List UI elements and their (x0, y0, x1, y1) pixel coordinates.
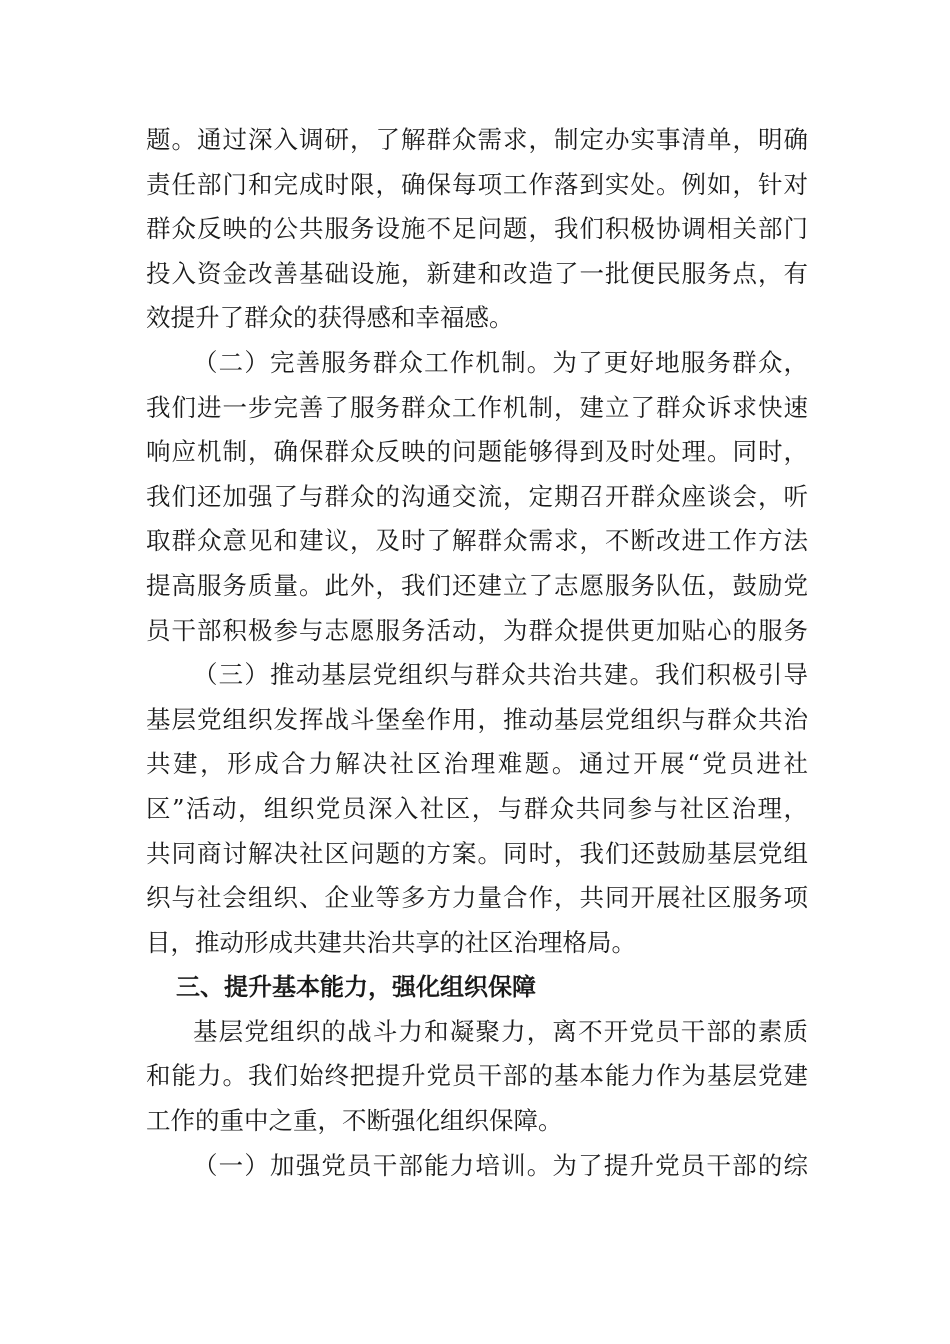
body-text-line: 织与社会组织、企业等多方力量合作，共同开展社区服务项 (146, 883, 808, 913)
body-text-line: 提高服务质量。此外，我们还建立了志愿服务队伍，鼓励党 (146, 570, 808, 600)
body-text-line: 取群众意见和建议，及时了解群众需求，不断改进工作方法 (146, 526, 808, 556)
body-text-line: 目，推动形成共建共治共享的社区治理格局。 (146, 927, 636, 957)
paragraph-first-line: （一）加强党员干部能力培训。为了提升党员干部的综 (193, 1150, 808, 1180)
body-text-line: 群众反映的公共服务设施不足问题，我们积极协调相关部门 (146, 214, 808, 244)
paragraph-first-line: 基层党组织的战斗力和凝聚力，离不开党员干部的素质 (193, 1016, 808, 1046)
body-text-line: 责任部门和完成时限，确保每项工作落到实处。例如，针对 (146, 169, 808, 199)
body-text-line: 共同商讨解决社区问题的方案。同时，我们还鼓励基层党组 (146, 838, 808, 868)
body-text-line: 投入资金改善基础设施，新建和改造了一批便民服务点，有 (146, 258, 808, 288)
paragraph-first-line: （二）完善服务群众工作机制。为了更好地服务群众， (193, 347, 808, 377)
body-text-line: 工作的重中之重，不断强化组织保障。 (146, 1106, 563, 1136)
body-text-line: 共建，形成合力解决社区治理难题。通过开展“党员进社 (146, 749, 808, 779)
body-text-line: 我们进一步完善了服务群众工作机制，建立了群众诉求快速 (146, 392, 808, 422)
body-text-line: 区”活动，组织党员深入社区，与群众共同参与社区治理， (146, 793, 808, 823)
section-heading: 三、提升基本能力，强化组织保障 (176, 973, 536, 1002)
paragraph-first-line: （三）推动基层党组织与群众共治共建。我们积极引导 (193, 660, 808, 690)
document-page (146, 118, 808, 1188)
body-text-line: 和能力。我们始终把提升党员干部的基本能力作为基层党建 (146, 1061, 808, 1091)
body-text-line: 题。通过深入调研，了解群众需求，制定办实事清单，明确 (146, 125, 808, 154)
body-text-line: 响应机制，确保群众反映的问题能够得到及时处理。同时， (146, 437, 808, 467)
body-text-line: 员干部积极参与志愿服务活动，为群众提供更加贴心的服务 (146, 615, 808, 645)
body-text-line: 效提升了群众的获得感和幸福感。 (146, 303, 514, 333)
body-text-line: 基层党组织发挥战斗堡垒作用，推动基层党组织与群众共治 (146, 704, 808, 734)
body-text-line: 我们还加强了与群众的沟通交流，定期召开群众座谈会，听 (146, 481, 808, 511)
